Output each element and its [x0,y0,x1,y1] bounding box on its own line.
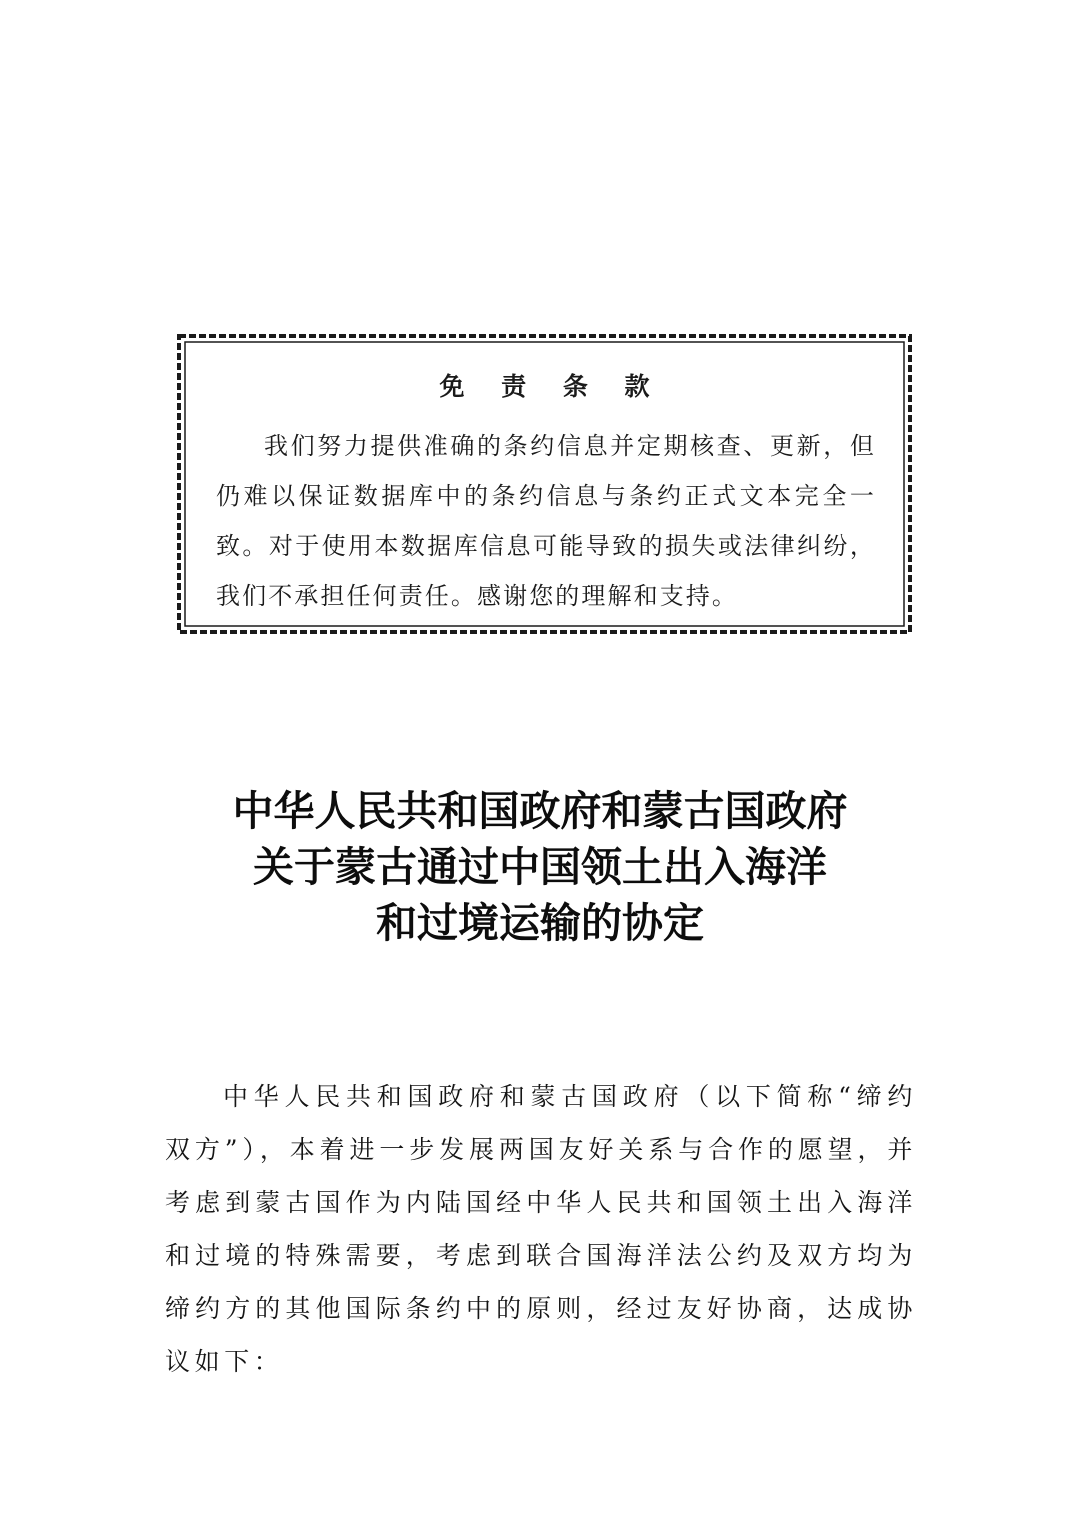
title-line-2: 关于蒙古通过中国领土出入海洋 [253,843,827,891]
preamble-paragraph: 中华人民共和国政府和蒙古国政府（以下简称“缔约双方”），本着进一步发展两国友好关系与合作的愿望，并考虑到蒙古国作为内陆国经中华人民共和国领土出入海洋和过境的特殊需要，考虑到联合国海洋法公约及双方均为缔约方的其他国际条约中的原则，经过友好协商，达成协议如下： [165,1082,917,1376]
disclaimer-box [176,333,913,635]
disclaimer-text: 我们努力提供准确的条约信息并定期核查、更新，但仍难以保证数据库中的条约信息与条约正式文本完全一致。对于使用本数据库信息可能导致的损失或法律纠纷，我们不承担任何责任。感谢您的理解和支持。 [216,432,876,610]
disclaimer-title: 免 责 条 款 [439,372,664,401]
title-line-3: 和过境运输的协定 [376,899,704,947]
document-title [120,783,960,951]
title-line-1: 中华人民共和国政府和蒙古国政府 [232,787,848,835]
